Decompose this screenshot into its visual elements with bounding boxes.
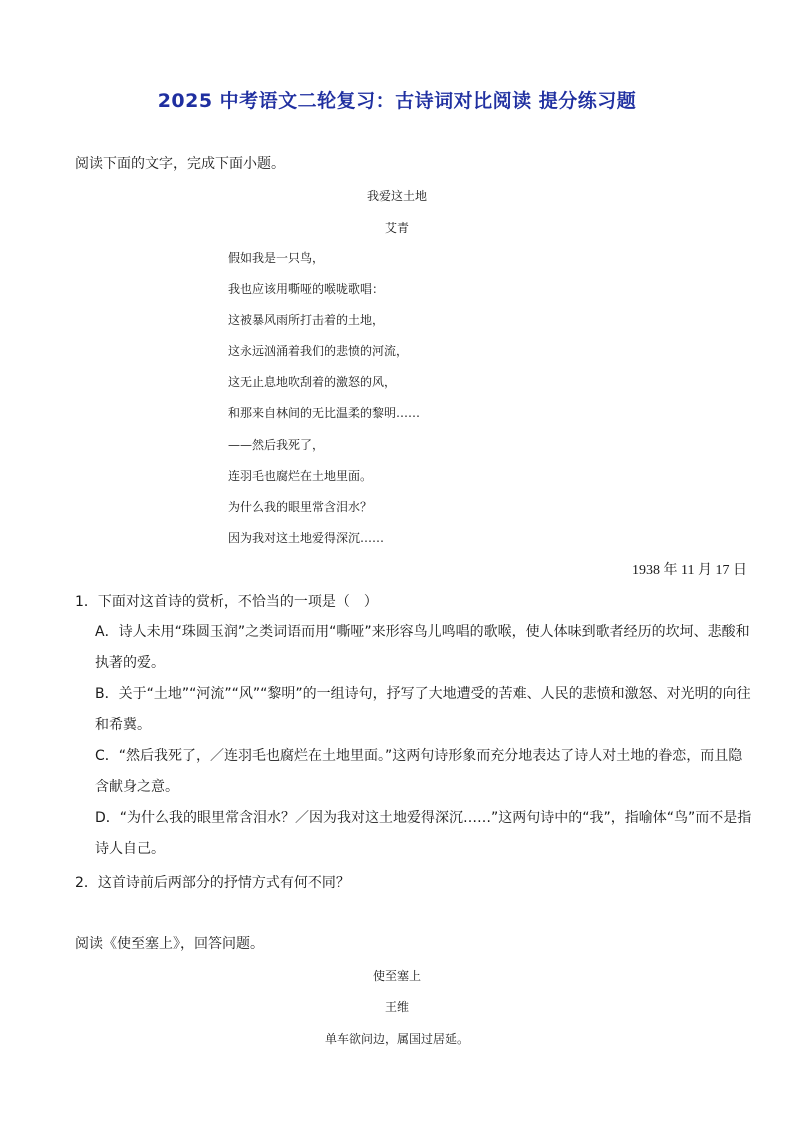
poem1-title: 我爱这土地 xyxy=(366,189,427,203)
poem-line: 这无止息地吹刮着的激怒的风， xyxy=(228,375,397,389)
document-title: 2025 中考语文二轮复习：古诗词对比阅读 提分练习题 xyxy=(157,90,637,112)
question-1-option-d xyxy=(95,803,755,865)
poem1-author: 艾青 xyxy=(384,221,409,235)
poem-line: 为什么我的眼里常含泪水？ xyxy=(228,500,373,514)
option-c-line2: 含献身之意。 xyxy=(95,779,179,795)
question-1-option-c xyxy=(95,741,755,803)
poem-line: 和那来自林间的无比温柔的黎明…… xyxy=(228,406,421,420)
poem2-title: 使至塞上 xyxy=(372,969,421,983)
question-2-stem: 2．这首诗前后两部分的抒情方式有何不同？ xyxy=(75,875,350,891)
question-1-option-b xyxy=(95,679,755,741)
poem-line: ——然后我死了， xyxy=(228,438,325,452)
poem2-author: 王维 xyxy=(384,1000,409,1014)
poem-line: 因为我对这土地爱得深沉…… xyxy=(228,531,385,545)
poem-line: 连羽毛也腐烂在土地里面。 xyxy=(228,469,373,483)
option-d-line2: 诗人自己。 xyxy=(95,841,165,857)
option-a-line1: A．诗人未用“珠圆玉润”之类词语而用“嘶哑”来形容鸟儿鸣唱的歌喉，使人体味到歌者经历的坎坷、悲酸和 xyxy=(95,624,750,640)
option-c-line1: C．“然后我死了，／连羽毛也腐烂在土地里面。”这两句诗形象而充分地表达了诗人对土地的眷恋，而且隐 xyxy=(95,748,743,764)
poem2-line-1: 单车欲问边，属国过居延。 xyxy=(324,1032,469,1046)
option-d-line1: D．“为什么我的眼里常含泪水？／因为我对这土地爱得深沉……”这两句诗中的“我”，指喻体“鸟”而不是指 xyxy=(95,810,752,826)
option-a-line2: 执著的爱。 xyxy=(95,655,165,671)
option-b-line2: 和希冀。 xyxy=(95,717,151,733)
reading-instruction-1: 阅读下面的文字，完成下面小题。 xyxy=(75,156,285,172)
poem-line: 这永远汹涌着我们的悲愤的河流， xyxy=(228,344,409,358)
poem1-date: 1938 年 11 月 17 日 xyxy=(632,563,747,578)
question-1-option-a xyxy=(95,617,755,679)
option-b-line1: B．关于“土地”“河流”“风”“黎明”的一组诗句，抒写了大地遭受的苦难、人民的悲愤和激怒、对光明的向往 xyxy=(95,686,751,702)
question-1-stem: 1．下面对这首诗的赏析，不恰当的一项是（ ） xyxy=(75,594,378,610)
poem-line: 假如我是一只鸟， xyxy=(228,251,325,265)
reading-instruction-2: 阅读《使至塞上》，回答问题。 xyxy=(75,936,264,952)
poem-line: 这被暴风雨所打击着的土地， xyxy=(228,313,385,327)
poem-line: 我也应该用嘶哑的喉咙歌唱： xyxy=(228,282,385,296)
